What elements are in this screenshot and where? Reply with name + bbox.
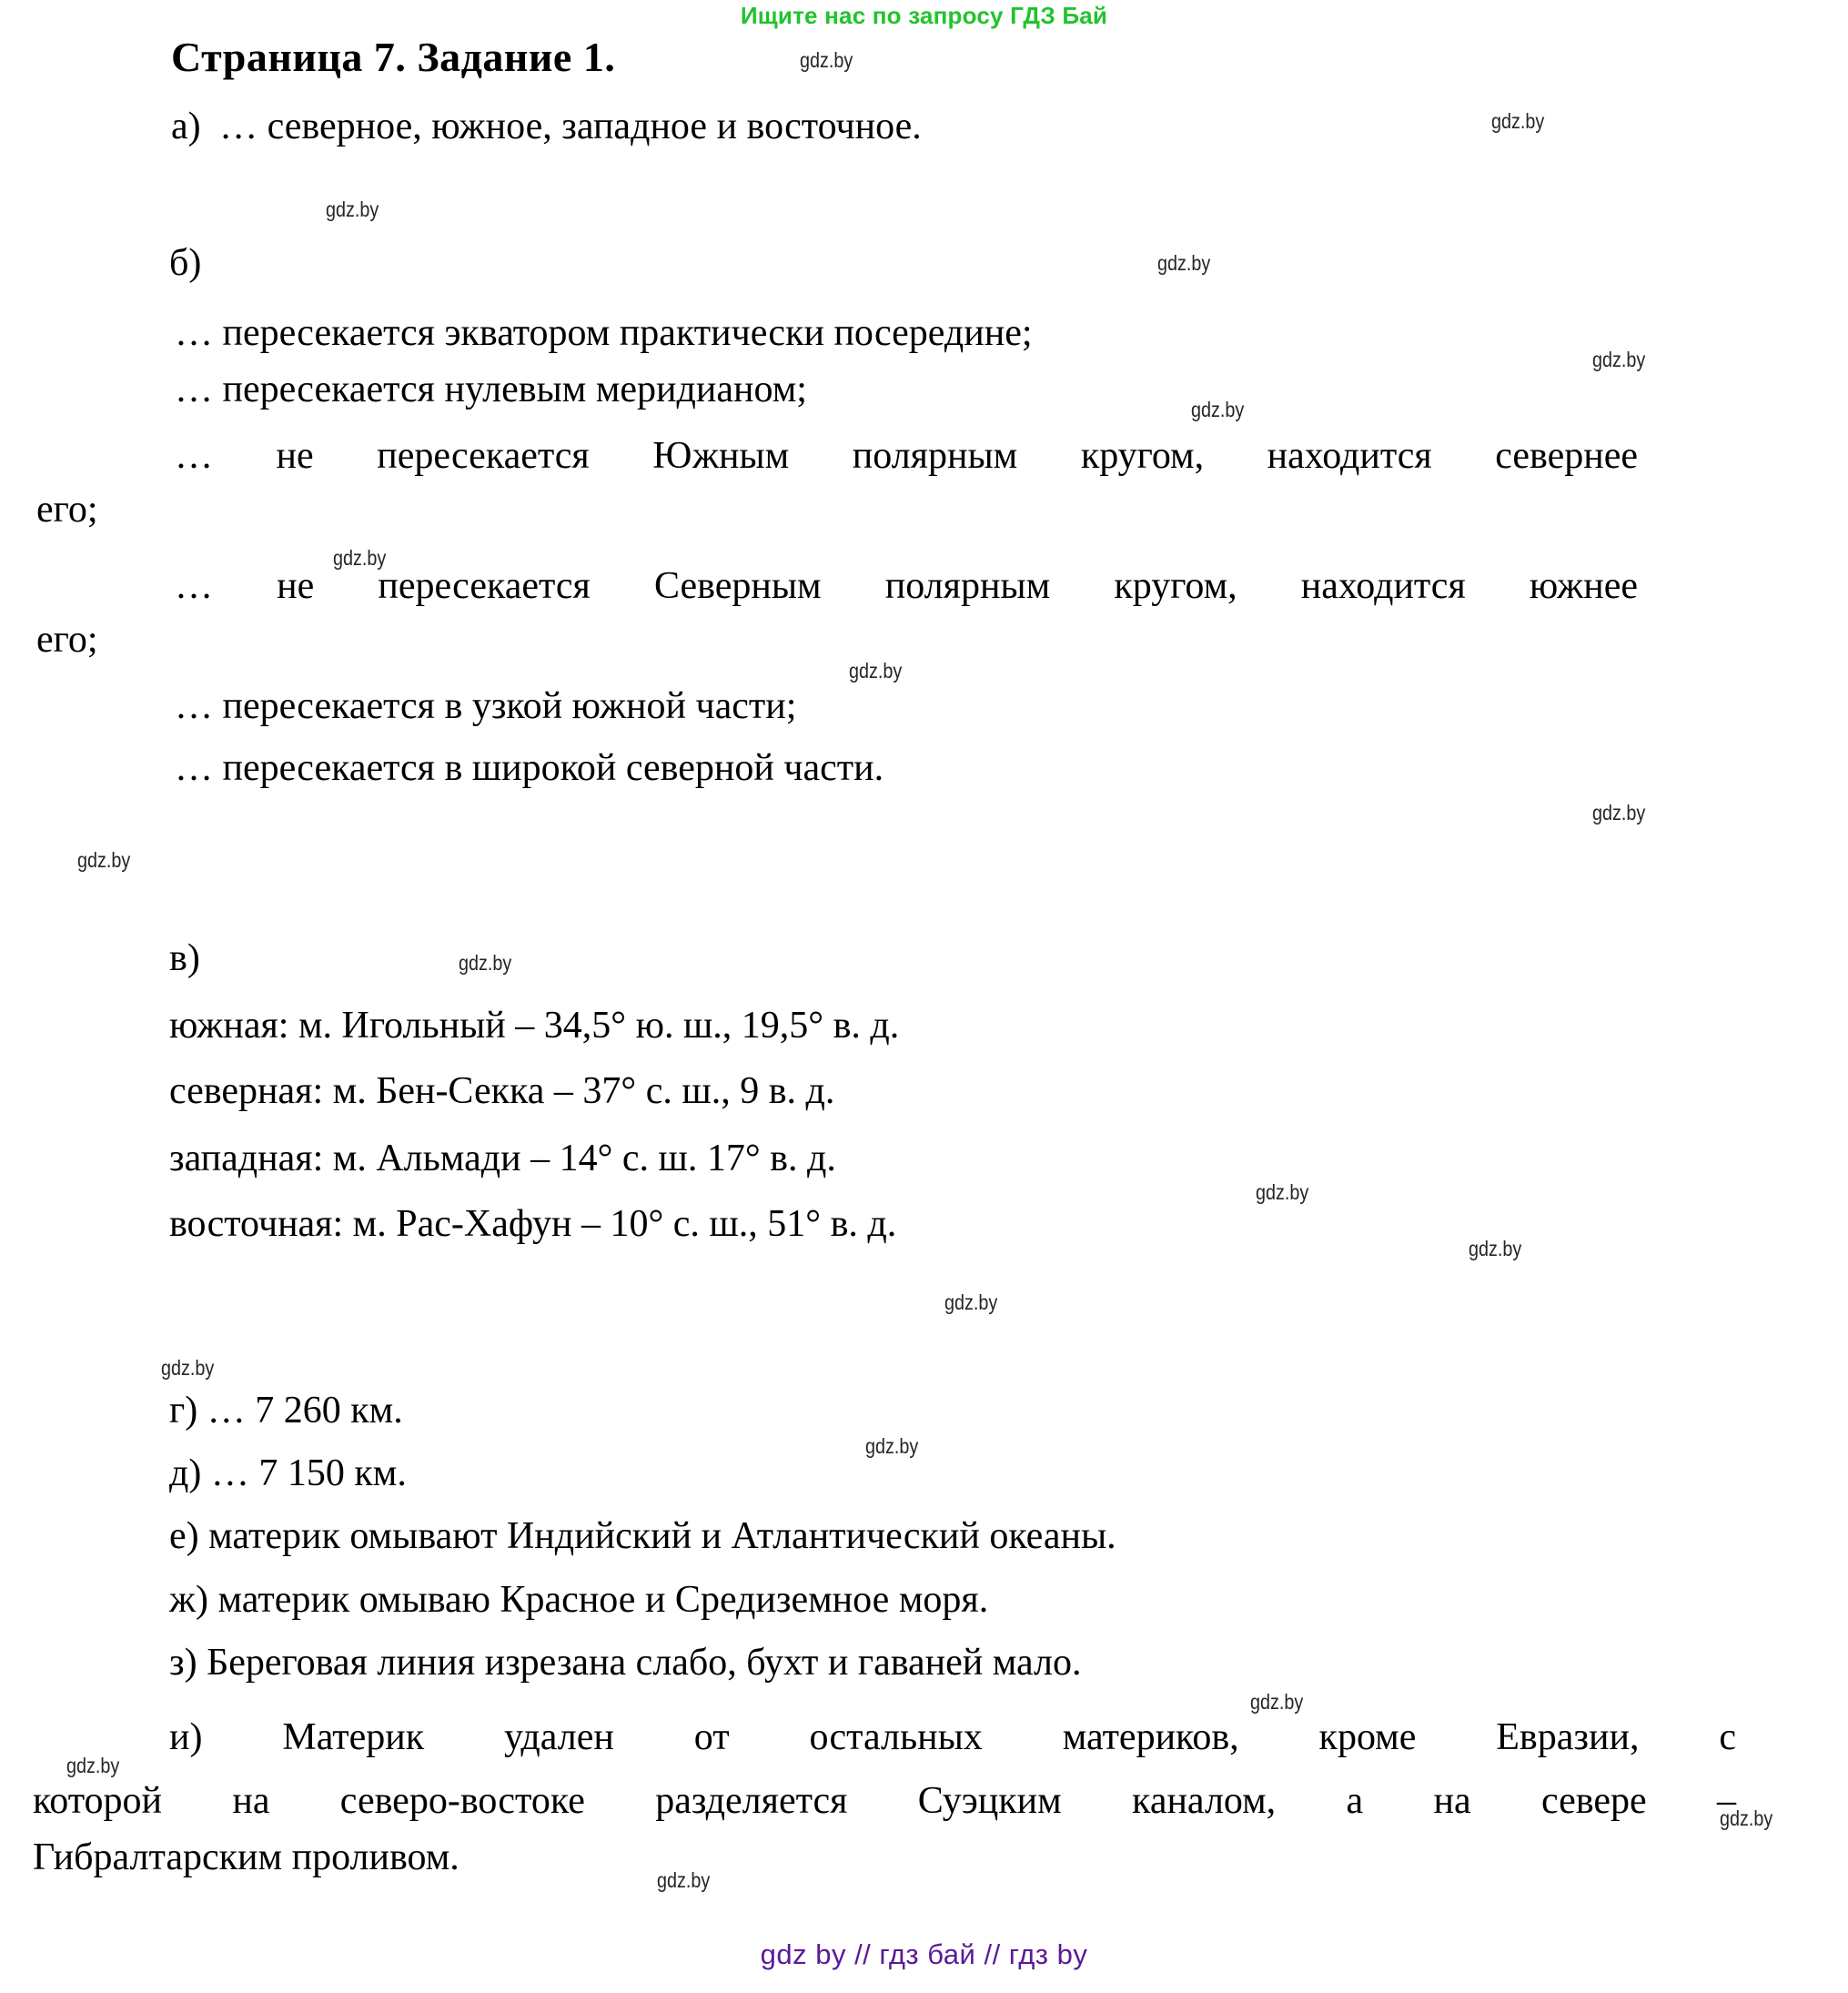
answer-i-line-1: и) Материк удален от остальных материков, кроме Евразии, с — [169, 1716, 1736, 1758]
answer-b-item-6: … пересекается в широкой северной части. — [175, 747, 884, 789]
answer-b-label: б) — [169, 242, 202, 284]
answer-b-item-3-line-1: … не пересекается Южным полярным кругом, находится севернее — [175, 435, 1638, 477]
answer-b-item-2: … пересекается нулевым меридианом; — [175, 369, 807, 410]
answer-i-line-2: которой на северо-востоке разделяется Суэцким каналом, а на севере – — [33, 1780, 1736, 1822]
gdz-watermark: gdz.by — [657, 1868, 711, 1892]
answer-b-item-4-line-2: его; — [36, 619, 98, 661]
answer-c-item-south: южная: м. Игольный – 34,5° ю. ш., 19,5° в. д. — [169, 1005, 900, 1047]
gdz-watermark: gdz.by — [800, 48, 853, 72]
gdz-watermark: gdz.by — [333, 546, 387, 570]
answer-b-item-5: … пересекается в узкой южной части; — [175, 685, 797, 727]
site-footer: gdz by // гдз бай // гдз by — [760, 1938, 1088, 1970]
answer-a — [171, 107, 922, 146]
answer-c-item-east: восточная: м. Рас-Хафун – 10° с. ш., 51° в. д. — [169, 1203, 897, 1245]
answer-c-item-west: западная: м. Альмади – 14° с. ш. 17° в. д. — [169, 1138, 836, 1179]
gdz-watermark: gdz.by — [459, 951, 512, 975]
gdz-watermark: gdz.by — [944, 1290, 998, 1314]
answer-c-label: в) — [169, 937, 200, 979]
page-title: Страница 7. Задание 1. — [171, 34, 616, 80]
gdz-watermark: gdz.by — [1491, 109, 1545, 133]
answer-c-item-north: северная: м. Бен-Секка – 37° с. ш., 9 в. д. — [169, 1070, 835, 1112]
answer-a-text: … северное, южное, западное и восточное. — [219, 106, 922, 147]
gdz-watermark: gdz.by — [77, 848, 131, 872]
answer-i-line-3: Гибралтарским проливом. — [33, 1836, 459, 1878]
gdz-watermark: gdz.by — [66, 1754, 120, 1777]
gdz-watermark: gdz.by — [849, 659, 903, 683]
gdz-watermark: gdz.by — [1592, 801, 1646, 825]
answer-zh: ж) материк омываю Красное и Средиземное моря. — [169, 1579, 989, 1621]
gdz-watermark: gdz.by — [1720, 1806, 1773, 1830]
answer-e: е) материк омывают Индийский и Атлантический океаны. — [169, 1515, 1116, 1557]
answer-g: г) … 7 260 км. — [169, 1390, 403, 1432]
gdz-watermark: gdz.by — [1191, 398, 1245, 421]
promo-banner: Ищите нас по запросу ГДЗ Бай — [740, 2, 1108, 29]
answer-b-item-4-line-1: … не пересекается Северным полярным кругом, находится южнее — [175, 565, 1638, 607]
gdz-watermark: gdz.by — [865, 1434, 919, 1458]
gdz-watermark: gdz.by — [1157, 251, 1211, 275]
answer-d: д) … 7 150 км. — [169, 1452, 407, 1494]
gdz-watermark: gdz.by — [1256, 1180, 1309, 1204]
answer-z: з) Береговая линия изрезана слабо, бухт и гаваней мало. — [169, 1642, 1082, 1684]
answer-a-label: а) — [171, 106, 201, 147]
answer-b-item-1: … пересекается экватором практически посередине; — [175, 312, 1033, 354]
gdz-watermark: gdz.by — [161, 1356, 215, 1380]
gdz-watermark: gdz.by — [326, 197, 379, 221]
gdz-watermark: gdz.by — [1592, 348, 1646, 371]
gdz-watermark: gdz.by — [1469, 1237, 1522, 1260]
answer-b-item-3-line-2: его; — [36, 489, 98, 531]
gdz-watermark: gdz.by — [1250, 1690, 1304, 1714]
